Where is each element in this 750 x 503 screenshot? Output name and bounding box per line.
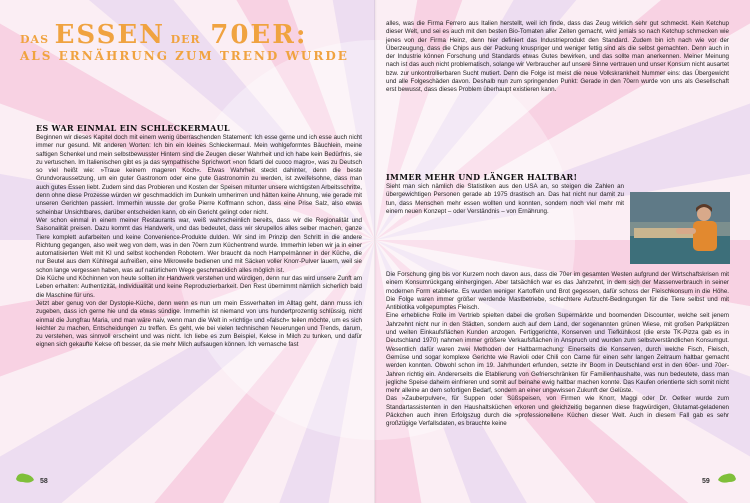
paragraph: Jetzt aber genug von der Dystopie-Küche, denn wenn es nun um mein Essverhalten im Alltag geht, dann muss ich zugeben, dass ich gerne hie und da etwas sündige. Immerhin ist niemand von uns hundertprozentig schlüssig, nicht einmal die Jungfrau Maria, und man wäre naiv, wenn man die Welt in »richtig« und »falsch« teilen möchte, um es sich leichter zu machen, Entscheidungen zu treffen. Es geht, wie bei vielen technischen Neuerungen und Trends, darum, zu verstehen, was sinnvoll erscheint und was nicht. Ich liebe es zum Beispiel, Kekse in Milch zu tunken, und dafür eignen sich gekaufte Kekse oft besser, da sie mehr Milch aufsaugen können. Ich vernasche fast xyxy=(36,299,362,349)
paragraph: Die Forschung ging bis vor Kurzem noch davon aus, dass die 70er im gesamten Westen aufgrund der Wirtschaftskrisen mit einem Konsumrückgang einhergingen. Aber tatsächlich war es das Jahrzehnt, in dem sich der Massenverbrauch in seiner modernen Form etablierte. Es wurden weniger Kartoffeln und Brot gegessen, dafür schoss der Fleischkonsum in die Höhe. Die Folge waren immer größer werdende Mastbetriebe, schlechtere Aufzucht-Bedingungen für die Tiere selbst und mit Antibiotika vollgepumptes Fleisch. xyxy=(386,271,729,312)
title-word-das: DAS xyxy=(20,33,50,46)
page-title xyxy=(20,22,350,62)
title-word-70er: 70ER: xyxy=(210,20,308,50)
title-word-essen: ESSEN xyxy=(54,20,165,50)
photo-shelf xyxy=(630,192,730,222)
paragraph: Beginnen wir dieses Kapitel doch mit einem wenig überraschenden Statement: Ich esse gerne und ich esse auch nicht immer nur gesund. Mit anderen Worten: Ich bin ein kleines Schleckermaul. Mein wohlgeformtes Bäuchlein, meine saftigen Schenkel und mein selbstbewusster Hintern sind die Zeugen dieser Wahrheit und ich habe kein Bedürfnis, sie zu vertuschen. Im Italienischen gibt es ja das sympathische Sprichwort »non fidarti del cuoco magro«, was zu Deutsch so viel heißt wie: »Traue keinem mageren Koch«. Etwas Wahrheit steckt dahinter, denn die beste Grundvoraussetzung, um ein guter Gastronom oder eine gute Gastronomin zu werden, ist zweifelsohne, dass man auch gutes Essen liebt. Zudem sind das Probieren und Kosten der Speisen mitunter unsere wichtigsten Arbeitsschritte, denn ohne diese Prozesse würden wir geschmacklich im Dunkeln umherirren und hätten keine Ahnung, wie gerade mit unseren Gerichten passiert. Immerhin wusste der große Pierre Koffmann schon, dass eine Prise Salz, also etwas scheinbar Unsichtbares, darüber entscheiden kann, ob ein Gericht gelingt oder nicht. xyxy=(36,134,362,216)
photo-person-arm xyxy=(676,228,696,234)
photo-illustration xyxy=(630,192,730,264)
photo-person-head xyxy=(697,207,711,221)
page-gutter xyxy=(374,0,377,503)
section-heading-schleckermaul: ES WAR EINMAL EIN SCHLECKERMAUL xyxy=(36,123,230,133)
box-paragraph: Sieht man sich nämlich die Statistiken aus den USA an, so steigen die Zahlen an übergewichtigen Personen gerade ab 1975 drastisch an. Das hat nicht nur damit zu tun, dass Menschen mehr essen wollten und konnten, sondern noch viel mehr mit einem neuen Konzept – oder Verständnis – von Ernährung. xyxy=(386,183,624,215)
right-page-box xyxy=(386,172,624,216)
paragraph: Wer schon einmal in einem meiner Restaurants war, weiß wahrscheinlich bereits, dass wir die Regionalität und Saisonalität preisen. Dazu kommt das Handwerk, und das bedeutet, dass wir skrupellos alles selber machen, ganze Tiere komplett aufarbeiten und keine Convenience-Produkte dulden. Wir sind im Prinzip den Schritt in die andere Richtung gegangen, also weit weg von dem, was in den 70ern zum Küchentrend wurde. Immerhin leben wir ja in einer automatisierten Welt mit KI und selbst kochenden Robotern. Wer braucht da noch Hampelmänner in der Küche, die nur Beutel aus dem Kühlregal aufreißen, eine Mikrowelle bedienen und mit Säcken voller Knorr-Pulver lauern, weil sie schon lange vergessen haben, was auf natürlichem Wege geschmacklich alles möglich ist. xyxy=(36,216,362,274)
section-heading-haltbar: IMMER MEHR UND LÄNGER HALTBAR! xyxy=(386,172,578,182)
paragraph: Die Küche und Köchinnen von heute sollten ihr Handwerk verstehen und würdigen, denn nur das wird unsere Zunft am Leben erhalten: Authentizität, Individualität und keine Reproduzierbarkeit. Den Rest übernimmt nämlich sicherlich bald die Maschine für uns. xyxy=(36,275,362,299)
paragraph: Eine erhebliche Rolle im Vertrieb spielten dabei die großen Supermärkte und boomenden Discounter, welche seit jenem Jahrzehnt nicht nur in den Städten, sondern auch auf dem Land, der sogenannten grünen Wiese, mit großen Parkplätzen und weiten Einkaufsflächen Kunden anzogen. Fertiggerichte, Konserven und Tiefkühlkost (die erste TK-Pizza gab es in Deutschland 1970) nahmen immer größere Verkaufsflächen in Anspruch und wurden zum selbstverständlichen Konsumgut. Wesentlich dafür waren zwei Methoden der Haltbarmachung: Einerseits die Konserven, durch welche Fisch, Fleisch, Gemüse und sogar komplexe Gerichte wie Ravioli oder Chili con Carne für einen sehr langen Zeitraum haltbar gemacht werden konnten. Obwohl schon im 19. Jahrhundert erfunden, setzte ihr Boom in Deutschland erst in den 60er- und 70er-Jahren richtig ein. Andererseits die Etablierung von Gefrierschränken für Familienhaushalte, was nun bedeutete, dass man jegliche Speise daheim einfrieren und somit auf beinahe ewig haltbar machen konnte. Das Kaufen orientierte sich somit nicht mehr alleine an dem sofortigen Bedarf, sondern an einer ungewissen Zukunft der Gelüste. xyxy=(386,312,729,395)
title-word-der: DER xyxy=(170,33,201,46)
paragraph: Das »Zauberpulver«, für Suppen oder Süßspeisen, von Firmen wie Knorr, Maggi oder Dr. Oetker wurde zum Standartassistenten in den Haushaltsküchen erkoren und gleichzeitig begannen diese fragwürdigen, Glutamat-geladenen Päckchen auch ihren Erfolgszug durch die »professionellen« Küchen dieser Welt. Auch in diesem Fall gab es sehr großzügige Verfallsdaten, es brauchte keine xyxy=(386,395,729,428)
photo-person-body xyxy=(693,221,717,251)
right-page-intro xyxy=(386,20,729,95)
page-number-left: 58 xyxy=(40,478,48,485)
page-number-right: 59 xyxy=(702,478,710,485)
supermarket-photo xyxy=(630,192,730,264)
pickle-icon xyxy=(14,471,36,485)
right-page-body xyxy=(386,271,729,429)
pickle-icon xyxy=(716,471,738,485)
left-page-text xyxy=(36,123,362,350)
paragraph: alles, was die Firma Ferrero aus Italien herstellt, weil ich finde, dass das Zeug wirklich sehr gut schmeckt. Kein Ketchup dieser Welt, und sei es auch mit den besten Bio-Tomaten aller Zeiten gemacht, wird jemals so nach Ketchup schmecken wie jenes von der Firma Heinz, denn hier definiert das Industrieprodukt den Standard. Zudem bin ich nach wie vor der Überzeugung, dass die Chips aus der Packung knuspriger und weniger fettig sind als die selbst gemachten. Denn auch in der Industrie können Forschung und Standards etwas Gutes bewirken, und das sollte man anerkennen. Meiner Meinung nach ist das auch nicht problematisch, solange wir Verbraucher auf unsere Sinne vertrauen und unser Konsum nicht ausartet bzw. zur unkontrollierbaren Sucht mutiert. Denn die Folge ist meist die neue Volkskrankheit Nummer eins: das Übergewicht und alle Folgeschäden davon. Deshalb nun zum springenden Punkt: Gerade in den 70ern wurde von uns als Gesellschaft erst bewusst, dass dieses Problem überhaupt existieren kann. xyxy=(386,20,729,94)
page-subtitle: ALS ERNÄHRUNG ZUM TREND WURDE xyxy=(20,49,349,63)
pickle-shape xyxy=(16,474,34,483)
pickle-shape xyxy=(718,474,736,483)
